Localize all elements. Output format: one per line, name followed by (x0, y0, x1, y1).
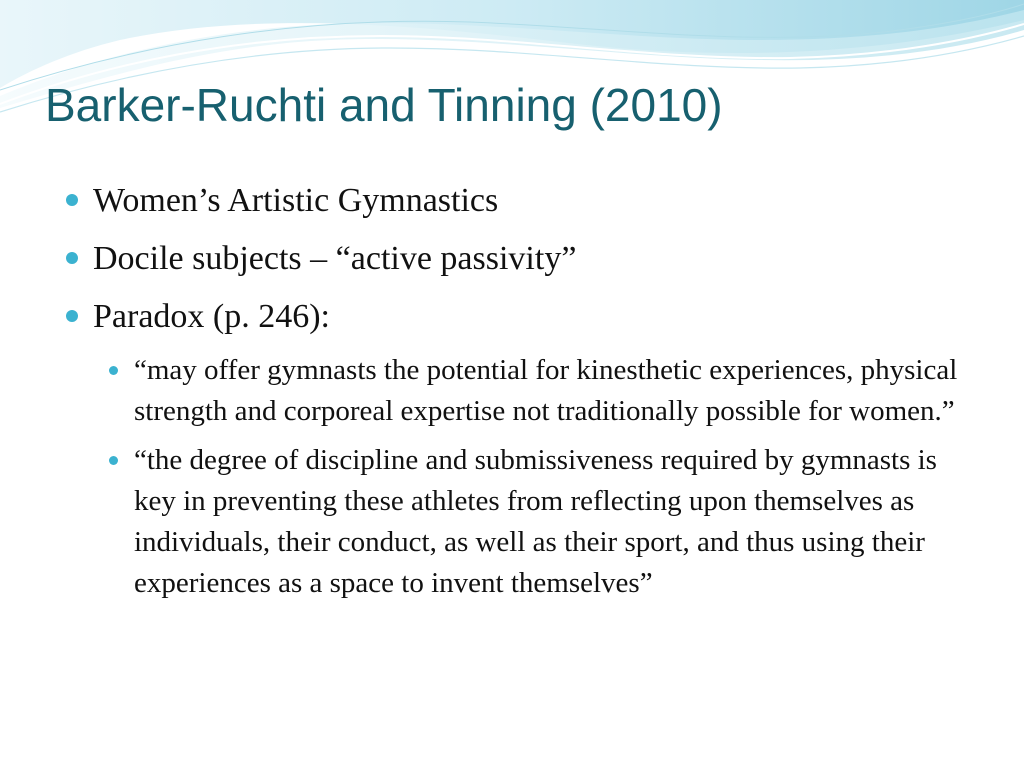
bullet-text: Paradox (p. 246): (93, 298, 331, 335)
bullet-list (62, 176, 982, 612)
sub-bullet-text: “the degree of discipline and submissiveness required by gymnasts is key in preventing these athletes from reflecting upon themselves as individuals, their conduct, as well as their sport, and thus using their experiences as a space to invent themselves” (134, 444, 937, 599)
bullet-dot-icon (109, 456, 118, 465)
sub-bullet-item (104, 350, 984, 432)
bullet-item (62, 234, 982, 284)
bullet-dot-icon (66, 194, 78, 206)
bullet-text: Docile subjects – “active passivity” (93, 240, 577, 277)
bullet-dot-icon (109, 366, 118, 375)
sub-bullet-text: “may offer gymnasts the potential for kinesthetic experiences, physical strength and corporeal expertise not traditionally possible for women.” (134, 354, 958, 427)
bullet-dot-icon (66, 310, 78, 322)
slide-title: Barker-Ruchti and Tinning (2010) (45, 79, 723, 131)
bullet-text: Women’s Artistic Gymnastics (93, 182, 499, 219)
bullet-dot-icon (66, 252, 78, 264)
bullet-item (62, 176, 982, 226)
sub-bullet-item (104, 440, 984, 604)
bullet-item (62, 292, 982, 342)
